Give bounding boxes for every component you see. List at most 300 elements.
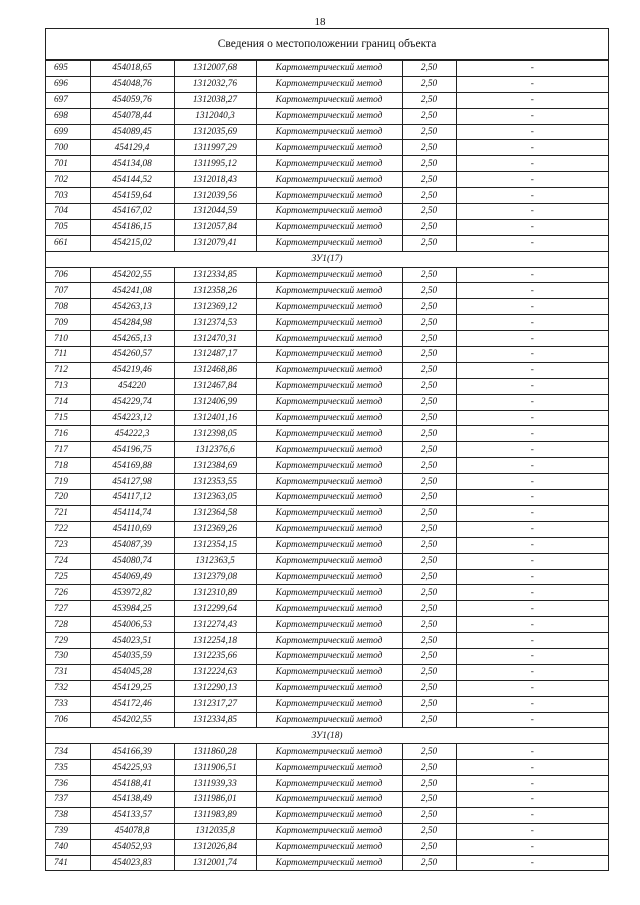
- y-coordinate-cell: 1312369,26: [174, 521, 256, 537]
- point-number-cell: 739: [46, 823, 90, 839]
- point-number-cell: 728: [46, 617, 90, 633]
- x-coordinate-cell: 454134,08: [90, 156, 174, 172]
- table-row: [46, 362, 608, 378]
- y-coordinate-cell: 1312057,84: [174, 219, 256, 235]
- method-cell: Картометрический метод: [256, 76, 402, 92]
- point-number-cell: 725: [46, 569, 90, 585]
- y-coordinate-cell: 1312467,84: [174, 378, 256, 394]
- description-cell: -: [456, 744, 608, 760]
- method-cell: Картометрический метод: [256, 490, 402, 506]
- description-cell: -: [456, 569, 608, 585]
- x-coordinate-cell: 454215,02: [90, 235, 174, 251]
- x-coordinate-cell: 454263,13: [90, 299, 174, 315]
- point-number-cell: 734: [46, 744, 90, 760]
- method-cell: Картометрический метод: [256, 474, 402, 490]
- table-row: [46, 140, 608, 156]
- description-cell: -: [456, 537, 608, 553]
- point-number-cell: 720: [46, 490, 90, 506]
- accuracy-cell: 2,50: [402, 188, 456, 204]
- description-cell: -: [456, 823, 608, 839]
- y-coordinate-cell: 1312374,53: [174, 315, 256, 331]
- table-row: [46, 633, 608, 649]
- method-cell: Картометрический метод: [256, 553, 402, 569]
- point-number-cell: 726: [46, 585, 90, 601]
- point-number-cell: 727: [46, 601, 90, 617]
- x-coordinate-cell: 454023,83: [90, 855, 174, 871]
- accuracy-cell: 2,50: [402, 124, 456, 140]
- description-cell: -: [456, 585, 608, 601]
- method-cell: Картометрический метод: [256, 394, 402, 410]
- table-row: [46, 458, 608, 474]
- description-cell: -: [456, 204, 608, 220]
- table-row: [46, 807, 608, 823]
- y-coordinate-cell: 1312369,12: [174, 299, 256, 315]
- description-cell: -: [456, 315, 608, 331]
- method-cell: Картометрический метод: [256, 347, 402, 363]
- table-row: [46, 601, 608, 617]
- x-coordinate-cell: 454078,44: [90, 108, 174, 124]
- point-number-cell: 706: [46, 712, 90, 728]
- description-cell: -: [456, 601, 608, 617]
- table-row: [46, 553, 608, 569]
- table-row: [46, 696, 608, 712]
- accuracy-cell: 2,50: [402, 172, 456, 188]
- point-number-cell: 735: [46, 760, 90, 776]
- description-cell: -: [456, 791, 608, 807]
- method-cell: Картометрический метод: [256, 299, 402, 315]
- point-number-cell: 698: [46, 108, 90, 124]
- accuracy-cell: 2,50: [402, 76, 456, 92]
- point-number-cell: 710: [46, 331, 90, 347]
- point-number-cell: 704: [46, 204, 90, 220]
- table-row: [46, 299, 608, 315]
- accuracy-cell: 2,50: [402, 712, 456, 728]
- x-coordinate-cell: 453972,82: [90, 585, 174, 601]
- y-coordinate-cell: 1311906,51: [174, 760, 256, 776]
- table-row: [46, 760, 608, 776]
- accuracy-cell: 2,50: [402, 299, 456, 315]
- table-row: [46, 490, 608, 506]
- description-cell: -: [456, 490, 608, 506]
- description-cell: -: [456, 664, 608, 680]
- accuracy-cell: 2,50: [402, 458, 456, 474]
- accuracy-cell: 2,50: [402, 474, 456, 490]
- point-number-cell: 695: [46, 61, 90, 77]
- description-cell: -: [456, 410, 608, 426]
- section-label: ЗУ1(17): [46, 251, 608, 267]
- table-row: [46, 569, 608, 585]
- y-coordinate-cell: 1312379,08: [174, 569, 256, 585]
- y-coordinate-cell: 1312384,69: [174, 458, 256, 474]
- table-row: [46, 188, 608, 204]
- x-coordinate-cell: 454138,49: [90, 791, 174, 807]
- x-coordinate-cell: 454133,57: [90, 807, 174, 823]
- accuracy-cell: 2,50: [402, 315, 456, 331]
- table-row: [46, 776, 608, 792]
- point-number-cell: 714: [46, 394, 90, 410]
- y-coordinate-cell: 1312290,13: [174, 680, 256, 696]
- x-coordinate-cell: 454172,46: [90, 696, 174, 712]
- x-coordinate-cell: 453984,25: [90, 601, 174, 617]
- description-cell: -: [456, 712, 608, 728]
- table-row: [46, 378, 608, 394]
- x-coordinate-cell: 454202,55: [90, 712, 174, 728]
- x-coordinate-cell: 454202,55: [90, 267, 174, 283]
- description-cell: -: [456, 458, 608, 474]
- point-number-cell: 706: [46, 267, 90, 283]
- accuracy-cell: 2,50: [402, 664, 456, 680]
- method-cell: Картометрический метод: [256, 648, 402, 664]
- point-number-cell: 699: [46, 124, 90, 140]
- method-cell: Картометрический метод: [256, 791, 402, 807]
- description-cell: -: [456, 188, 608, 204]
- point-number-cell: 721: [46, 505, 90, 521]
- table-row: [46, 267, 608, 283]
- table-row: [46, 712, 608, 728]
- accuracy-cell: 2,50: [402, 823, 456, 839]
- description-cell: -: [456, 521, 608, 537]
- description-cell: -: [456, 617, 608, 633]
- point-number-cell: 707: [46, 283, 90, 299]
- table-row: [46, 648, 608, 664]
- description-cell: -: [456, 426, 608, 442]
- table-row: [46, 537, 608, 553]
- accuracy-cell: 2,50: [402, 140, 456, 156]
- point-number-cell: 712: [46, 362, 90, 378]
- y-coordinate-cell: 1312026,84: [174, 839, 256, 855]
- point-number-cell: 709: [46, 315, 90, 331]
- method-cell: Картометрический метод: [256, 267, 402, 283]
- y-coordinate-cell: 1312274,43: [174, 617, 256, 633]
- accuracy-cell: 2,50: [402, 426, 456, 442]
- accuracy-cell: 2,50: [402, 696, 456, 712]
- y-coordinate-cell: 1312040,3: [174, 108, 256, 124]
- table-row: [46, 347, 608, 363]
- table-row: [46, 76, 608, 92]
- accuracy-cell: 2,50: [402, 760, 456, 776]
- description-cell: -: [456, 855, 608, 871]
- point-number-cell: 733: [46, 696, 90, 712]
- y-coordinate-cell: 1312039,56: [174, 188, 256, 204]
- x-coordinate-cell: 454114,74: [90, 505, 174, 521]
- description-cell: -: [456, 648, 608, 664]
- x-coordinate-cell: 454045,28: [90, 664, 174, 680]
- method-cell: Картометрический метод: [256, 744, 402, 760]
- method-cell: Картометрический метод: [256, 839, 402, 855]
- point-number-cell: 740: [46, 839, 90, 855]
- point-number-cell: 729: [46, 633, 90, 649]
- x-coordinate-cell: 454166,39: [90, 744, 174, 760]
- method-cell: Картометрический метод: [256, 823, 402, 839]
- table-row: [46, 204, 608, 220]
- y-coordinate-cell: 1311939,33: [174, 776, 256, 792]
- description-cell: -: [456, 92, 608, 108]
- accuracy-cell: 2,50: [402, 235, 456, 251]
- method-cell: Картометрический метод: [256, 156, 402, 172]
- description-cell: -: [456, 347, 608, 363]
- description-cell: -: [456, 172, 608, 188]
- point-number-cell: 716: [46, 426, 90, 442]
- table-row: [46, 680, 608, 696]
- table-row: [46, 585, 608, 601]
- description-cell: -: [456, 299, 608, 315]
- x-coordinate-cell: 454159,64: [90, 188, 174, 204]
- y-coordinate-cell: 1312334,85: [174, 712, 256, 728]
- x-coordinate-cell: 454186,15: [90, 219, 174, 235]
- y-coordinate-cell: 1312470,31: [174, 331, 256, 347]
- y-coordinate-cell: 1312007,68: [174, 61, 256, 77]
- y-coordinate-cell: 1312035,8: [174, 823, 256, 839]
- y-coordinate-cell: 1312364,58: [174, 505, 256, 521]
- accuracy-cell: 2,50: [402, 776, 456, 792]
- description-cell: -: [456, 235, 608, 251]
- table-row: [46, 791, 608, 807]
- point-number-cell: 723: [46, 537, 90, 553]
- page-number: 18: [314, 16, 326, 28]
- table-row: [46, 442, 608, 458]
- accuracy-cell: 2,50: [402, 505, 456, 521]
- point-number-cell: 737: [46, 791, 90, 807]
- method-cell: Картометрический метод: [256, 362, 402, 378]
- description-cell: -: [456, 76, 608, 92]
- method-cell: Картометрический метод: [256, 219, 402, 235]
- method-cell: Картометрический метод: [256, 410, 402, 426]
- table-row: [46, 108, 608, 124]
- section-header-row: [46, 251, 608, 267]
- point-number-cell: 696: [46, 76, 90, 92]
- x-coordinate-cell: 454265,13: [90, 331, 174, 347]
- accuracy-cell: 2,50: [402, 791, 456, 807]
- accuracy-cell: 2,50: [402, 617, 456, 633]
- method-cell: Картометрический метод: [256, 235, 402, 251]
- y-coordinate-cell: 1312401,16: [174, 410, 256, 426]
- description-cell: -: [456, 362, 608, 378]
- point-number-cell: 738: [46, 807, 90, 823]
- description-cell: -: [456, 331, 608, 347]
- table-row: [46, 235, 608, 251]
- accuracy-cell: 2,50: [402, 267, 456, 283]
- x-coordinate-cell: 454167,02: [90, 204, 174, 220]
- y-coordinate-cell: 1311983,89: [174, 807, 256, 823]
- method-cell: Картометрический метод: [256, 680, 402, 696]
- accuracy-cell: 2,50: [402, 156, 456, 172]
- table-row: [46, 855, 608, 871]
- point-number-cell: 701: [46, 156, 90, 172]
- y-coordinate-cell: 1312235,66: [174, 648, 256, 664]
- point-number-cell: 700: [46, 140, 90, 156]
- point-number-cell: 719: [46, 474, 90, 490]
- y-coordinate-cell: 1312035,69: [174, 124, 256, 140]
- description-cell: -: [456, 140, 608, 156]
- y-coordinate-cell: 1311995,12: [174, 156, 256, 172]
- description-cell: -: [456, 474, 608, 490]
- description-cell: -: [456, 807, 608, 823]
- point-number-cell: 708: [46, 299, 90, 315]
- x-coordinate-cell: 454188,41: [90, 776, 174, 792]
- description-cell: -: [456, 680, 608, 696]
- method-cell: Картометрический метод: [256, 108, 402, 124]
- method-cell: Картометрический метод: [256, 188, 402, 204]
- table-row: [46, 92, 608, 108]
- x-coordinate-cell: 454225,93: [90, 760, 174, 776]
- point-number-cell: 705: [46, 219, 90, 235]
- method-cell: Картометрический метод: [256, 315, 402, 331]
- method-cell: Картометрический метод: [256, 855, 402, 871]
- y-coordinate-cell: 1312354,15: [174, 537, 256, 553]
- method-cell: Картометрический метод: [256, 426, 402, 442]
- method-cell: Картометрический метод: [256, 458, 402, 474]
- x-coordinate-cell: 454018,65: [90, 61, 174, 77]
- x-coordinate-cell: 454222,3: [90, 426, 174, 442]
- table-row: [46, 474, 608, 490]
- description-cell: -: [456, 839, 608, 855]
- x-coordinate-cell: 454035,59: [90, 648, 174, 664]
- description-cell: -: [456, 267, 608, 283]
- x-coordinate-cell: 454089,45: [90, 124, 174, 140]
- y-coordinate-cell: 1312032,76: [174, 76, 256, 92]
- x-coordinate-cell: 454196,75: [90, 442, 174, 458]
- table-row: [46, 124, 608, 140]
- method-cell: Картометрический метод: [256, 204, 402, 220]
- x-coordinate-cell: 454220: [90, 378, 174, 394]
- description-cell: -: [456, 760, 608, 776]
- accuracy-cell: 2,50: [402, 61, 456, 77]
- x-coordinate-cell: 454129,4: [90, 140, 174, 156]
- accuracy-cell: 2,50: [402, 553, 456, 569]
- y-coordinate-cell: 1312224,63: [174, 664, 256, 680]
- point-number-cell: 717: [46, 442, 90, 458]
- x-coordinate-cell: 454006,53: [90, 617, 174, 633]
- method-cell: Картометрический метод: [256, 61, 402, 77]
- y-coordinate-cell: 1312398,05: [174, 426, 256, 442]
- description-cell: -: [456, 156, 608, 172]
- coordinates-table: [46, 60, 608, 871]
- table-row: [46, 219, 608, 235]
- point-number-cell: 702: [46, 172, 90, 188]
- description-cell: -: [456, 283, 608, 299]
- method-cell: Картометрический метод: [256, 696, 402, 712]
- y-coordinate-cell: 1312468,86: [174, 362, 256, 378]
- boundary-table-sheet: [45, 28, 609, 871]
- method-cell: Картометрический метод: [256, 172, 402, 188]
- method-cell: Картометрический метод: [256, 807, 402, 823]
- method-cell: Картометрический метод: [256, 442, 402, 458]
- accuracy-cell: 2,50: [402, 633, 456, 649]
- point-number-cell: 731: [46, 664, 90, 680]
- description-cell: -: [456, 505, 608, 521]
- table-row: [46, 331, 608, 347]
- accuracy-cell: 2,50: [402, 807, 456, 823]
- method-cell: Картометрический метод: [256, 585, 402, 601]
- section-header-row: [46, 728, 608, 744]
- table-row: [46, 617, 608, 633]
- x-coordinate-cell: 454169,88: [90, 458, 174, 474]
- x-coordinate-cell: 454260,57: [90, 347, 174, 363]
- description-cell: -: [456, 696, 608, 712]
- method-cell: Картометрический метод: [256, 378, 402, 394]
- x-coordinate-cell: 454223,12: [90, 410, 174, 426]
- description-cell: -: [456, 124, 608, 140]
- point-number-cell: 711: [46, 347, 90, 363]
- y-coordinate-cell: 1312038,27: [174, 92, 256, 108]
- accuracy-cell: 2,50: [402, 680, 456, 696]
- description-cell: -: [456, 219, 608, 235]
- y-coordinate-cell: 1312018,43: [174, 172, 256, 188]
- description-cell: -: [456, 633, 608, 649]
- table-row: [46, 315, 608, 331]
- point-number-cell: 661: [46, 235, 90, 251]
- point-number-cell: 736: [46, 776, 90, 792]
- method-cell: Картометрический метод: [256, 283, 402, 299]
- method-cell: Картометрический метод: [256, 776, 402, 792]
- x-coordinate-cell: 454087,39: [90, 537, 174, 553]
- x-coordinate-cell: 454127,98: [90, 474, 174, 490]
- y-coordinate-cell: 1312001,74: [174, 855, 256, 871]
- accuracy-cell: 2,50: [402, 204, 456, 220]
- accuracy-cell: 2,50: [402, 410, 456, 426]
- accuracy-cell: 2,50: [402, 378, 456, 394]
- table-row: [46, 156, 608, 172]
- table-row: [46, 426, 608, 442]
- x-coordinate-cell: 454069,49: [90, 569, 174, 585]
- accuracy-cell: 2,50: [402, 585, 456, 601]
- y-coordinate-cell: 1312376,6: [174, 442, 256, 458]
- y-coordinate-cell: 1311860,28: [174, 744, 256, 760]
- method-cell: Картометрический метод: [256, 521, 402, 537]
- method-cell: Картометрический метод: [256, 617, 402, 633]
- method-cell: Картометрический метод: [256, 569, 402, 585]
- method-cell: Картометрический метод: [256, 760, 402, 776]
- accuracy-cell: 2,50: [402, 744, 456, 760]
- accuracy-cell: 2,50: [402, 362, 456, 378]
- x-coordinate-cell: 454052,93: [90, 839, 174, 855]
- x-coordinate-cell: 454078,8: [90, 823, 174, 839]
- description-cell: -: [456, 776, 608, 792]
- point-number-cell: 718: [46, 458, 90, 474]
- accuracy-cell: 2,50: [402, 283, 456, 299]
- point-number-cell: 703: [46, 188, 90, 204]
- accuracy-cell: 2,50: [402, 92, 456, 108]
- x-coordinate-cell: 454284,98: [90, 315, 174, 331]
- method-cell: Картометрический метод: [256, 140, 402, 156]
- method-cell: Картометрический метод: [256, 664, 402, 680]
- y-coordinate-cell: 1312363,5: [174, 553, 256, 569]
- y-coordinate-cell: 1312358,26: [174, 283, 256, 299]
- description-cell: -: [456, 553, 608, 569]
- accuracy-cell: 2,50: [402, 839, 456, 855]
- accuracy-cell: 2,50: [402, 219, 456, 235]
- x-coordinate-cell: 454241,08: [90, 283, 174, 299]
- point-number-cell: 724: [46, 553, 90, 569]
- method-cell: Картометрический метод: [256, 331, 402, 347]
- x-coordinate-cell: 454117,12: [90, 490, 174, 506]
- y-coordinate-cell: 1312299,64: [174, 601, 256, 617]
- x-coordinate-cell: 454059,76: [90, 92, 174, 108]
- y-coordinate-cell: 1312310,89: [174, 585, 256, 601]
- description-cell: -: [456, 61, 608, 77]
- x-coordinate-cell: 454219,46: [90, 362, 174, 378]
- method-cell: Картометрический метод: [256, 124, 402, 140]
- method-cell: Картометрический метод: [256, 92, 402, 108]
- table-row: [46, 410, 608, 426]
- point-number-cell: 741: [46, 855, 90, 871]
- description-cell: -: [456, 108, 608, 124]
- point-number-cell: 715: [46, 410, 90, 426]
- accuracy-cell: 2,50: [402, 521, 456, 537]
- y-coordinate-cell: 1312044,59: [174, 204, 256, 220]
- x-coordinate-cell: 454229,74: [90, 394, 174, 410]
- x-coordinate-cell: 454023,51: [90, 633, 174, 649]
